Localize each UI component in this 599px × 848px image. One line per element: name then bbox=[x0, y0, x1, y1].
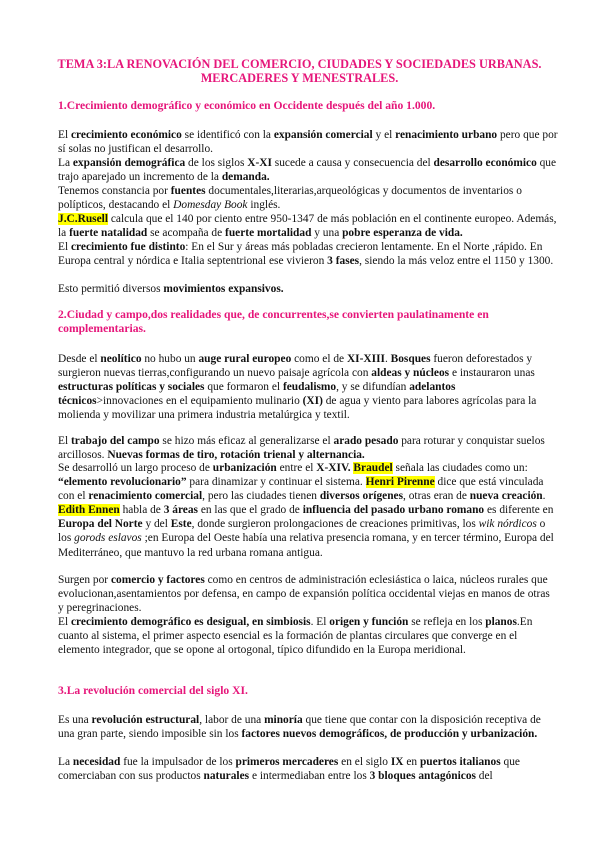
highlight-author-rusell: J.C.Rusell bbox=[58, 213, 108, 225]
text-fragment: Desde el bbox=[58, 353, 101, 365]
section-3-paragraph-2 bbox=[58, 755, 558, 783]
bold-text: Nuevas formas de tiro, rotación trienal y alternancia. bbox=[107, 449, 365, 462]
text-fragment: El bbox=[58, 435, 71, 447]
bold-text: diversos orígenes bbox=[319, 490, 404, 503]
text-fragment: Esto permitió diversos bbox=[58, 283, 164, 295]
text-fragment: ;en Europa del Oeste había una relativa presencia romana, y en tercer término, Europa del Mediterráneo, que mantuvo la red urbana romana antigua. bbox=[58, 532, 554, 559]
bold-text: factores nuevos demográficos, de producción y urbanización. bbox=[241, 728, 538, 741]
bold-text: estructuras políticas y sociales bbox=[58, 381, 205, 394]
section-2-paragraph-4 bbox=[58, 573, 558, 615]
bold-text: adelantos técnicos bbox=[58, 381, 456, 408]
bold-text: aldeas y núcleos bbox=[371, 367, 450, 380]
bold-text: crecimiento fue distinto bbox=[70, 241, 186, 253]
section-1-paragraph-3 bbox=[58, 184, 558, 212]
text-fragment: que trajo aparejado un incremento de la bbox=[58, 157, 557, 184]
bold-text: minoría bbox=[264, 714, 303, 726]
bold-text: comercio y factores bbox=[110, 574, 205, 586]
text-fragment: >innovaciones en el equipamiento mulinario bbox=[96, 395, 303, 408]
document-title bbox=[40, 57, 559, 85]
text-fragment: habla de bbox=[119, 504, 164, 517]
text-fragment: señala las ciudades como un: bbox=[392, 462, 528, 474]
section-2-paragraph-3 bbox=[58, 461, 558, 560]
title-line-1: TEMA 3:LA RENOVACIÓN DEL COMERCIO, CIUDADES Y SOCIEDADES URBANAS. bbox=[57, 57, 542, 71]
bold-text: influencia del pasado urbano romano bbox=[302, 504, 485, 517]
text-fragment: Surgen por bbox=[58, 574, 111, 586]
bold-text: pobre esperanza de vida. bbox=[342, 227, 463, 240]
text-fragment: inglés. bbox=[247, 199, 281, 212]
text-fragment: , donde surgieron prolongaciones de creaciones primitivas, los bbox=[191, 518, 479, 531]
text-fragment: El bbox=[58, 241, 71, 253]
text-fragment: entre el bbox=[276, 462, 317, 474]
bold-text: crecimiento económico bbox=[70, 129, 182, 141]
bold-text: planos bbox=[485, 616, 517, 628]
text-fragment: , y se difundían bbox=[336, 381, 410, 394]
section-2-paragraph-1 bbox=[58, 352, 558, 422]
section-3-heading: 3.La revolución comercial del siglo XI. bbox=[58, 684, 248, 697]
text-fragment: no hubo un bbox=[141, 353, 199, 365]
section-1-paragraph-4 bbox=[58, 212, 558, 240]
bold-text: “elemento revolucionario” bbox=[58, 476, 187, 489]
italic-text: Domesday Book bbox=[173, 199, 248, 212]
bold-text: neolítico bbox=[100, 353, 142, 365]
bold-text: nueva creación bbox=[469, 490, 543, 503]
section-1-paragraph-2 bbox=[58, 156, 558, 184]
text-fragment: se identificó con la bbox=[181, 129, 274, 141]
text-fragment: : En el Sur y áreas más pobladas crecieron lentamente. En el Norte ,rápido. En Europa central y nórdica e Italia septentrional ese vivieron bbox=[58, 241, 543, 268]
text-fragment: y del bbox=[142, 518, 171, 531]
text-fragment: , otras eran de bbox=[403, 490, 470, 503]
text-fragment: o los bbox=[58, 518, 546, 545]
text-fragment: Se desarrolló un largo proceso de bbox=[58, 462, 213, 474]
bold-text: primeros mercaderes bbox=[235, 756, 339, 768]
text-fragment: e instauraron unas bbox=[449, 367, 535, 380]
section-1-heading: 1.Crecimiento demográfico y económico en Occidente después del año 1.000. bbox=[58, 99, 436, 112]
text-fragment: que formaron el bbox=[204, 381, 283, 394]
highlight-author-braudel: Braudel bbox=[353, 462, 393, 474]
section-3-paragraph-1 bbox=[58, 713, 558, 741]
text-fragment: de los siglos bbox=[185, 157, 248, 169]
text-fragment: . bbox=[384, 353, 391, 365]
text-fragment: del bbox=[475, 770, 493, 783]
text-fragment: La bbox=[58, 756, 73, 768]
section-1-paragraph-5 bbox=[58, 240, 558, 268]
bold-text: fuerte mortalidad bbox=[225, 227, 312, 240]
bold-text: naturales bbox=[203, 770, 250, 783]
text-fragment: en las que el grado de bbox=[197, 504, 303, 517]
bold-text: X-XIV. bbox=[316, 462, 351, 474]
text-fragment: fue la impulsador de los bbox=[120, 756, 236, 768]
bold-text: revolución estructural bbox=[91, 714, 200, 726]
text-fragment: Es una bbox=[58, 714, 92, 726]
bold-text: necesidad bbox=[72, 756, 121, 768]
highlight-author-pirenne: Henri Pirenne bbox=[365, 476, 435, 489]
bold-text: XI-XIII bbox=[346, 353, 385, 365]
text-fragment: y una bbox=[311, 227, 343, 240]
text-fragment: sucede a causa y consecuencia del bbox=[271, 157, 434, 169]
bold-text: arado pesado bbox=[333, 435, 399, 447]
text-fragment: de agua y viento para labores agrícolas para la molienda y movilizar una primera industria metalúrgica y textil. bbox=[58, 395, 537, 422]
bold-text: demanda. bbox=[221, 171, 270, 184]
section-1-paragraph-1 bbox=[58, 128, 558, 156]
text-fragment: El bbox=[58, 129, 71, 141]
bold-text: Bosques bbox=[390, 353, 431, 365]
section-2-heading: 2.Ciudad y campo,dos realidades que, de concurrentes,se convierten paulatinamente en complementarias. bbox=[58, 308, 489, 335]
section-2-paragraph-2 bbox=[58, 434, 558, 462]
text-fragment: pero que por sí solas no justifican el desarrollo. bbox=[58, 129, 558, 156]
italic-text: wik nórdicos bbox=[478, 518, 537, 531]
text-fragment: . El bbox=[310, 616, 330, 628]
text-fragment: se acompaña de bbox=[147, 227, 226, 240]
text-fragment: se refleja en los bbox=[408, 616, 486, 628]
bold-text: renacimiento comercial bbox=[88, 490, 203, 503]
text-fragment: . bbox=[542, 490, 546, 503]
text-fragment: calcula que el 140 por ciento entre 950-1347 de más población en el continente europeo. Además, la bbox=[58, 213, 557, 240]
bold-text: feudalismo bbox=[282, 381, 337, 394]
bold-text: fuerte natalidad bbox=[69, 227, 148, 240]
text-fragment: para dinamizar y continuar el sistema. bbox=[186, 476, 366, 489]
text-fragment: como el de bbox=[291, 353, 347, 365]
text-fragment: El bbox=[58, 616, 71, 628]
bold-text: expansión comercial bbox=[273, 129, 373, 141]
text-fragment: se hizo más eficaz al generalizarse el bbox=[159, 435, 334, 447]
text-fragment: Tenemos constancia por bbox=[58, 185, 171, 197]
italic-text: gorods eslavos bbox=[74, 532, 142, 545]
bold-text: urbanización bbox=[212, 462, 277, 474]
text-fragment: La bbox=[58, 157, 73, 169]
bold-text: expansión demográfica bbox=[72, 157, 186, 169]
text-fragment: e intermediaban entre los bbox=[249, 770, 370, 783]
bold-text: origen y función bbox=[329, 616, 409, 628]
bold-text: renacimiento urbano bbox=[395, 129, 498, 141]
text-fragment: para roturar y conquistar suelos arcillosos. bbox=[58, 435, 545, 462]
text-fragment: como en centros de administración eclesiástica o laica, núcleos rurales que evolucionan,asentamientos por defensa, en campo de expansión política occidental viejas en manos de otras y peregrinaciones. bbox=[58, 574, 550, 615]
text-fragment: fueron deforestados y surgieron nuevas tierras,configurando un nuevo paisaje agrícola con bbox=[58, 353, 533, 380]
bold-text: trabajo del campo bbox=[70, 435, 160, 447]
text-fragment: dice que está vinculada con el bbox=[58, 476, 544, 503]
bold-text: Europa del Norte bbox=[58, 518, 143, 531]
section-2-paragraph-5 bbox=[58, 615, 558, 657]
text-fragment: en bbox=[403, 756, 420, 768]
bold-text: movimientos expansivos. bbox=[163, 283, 284, 295]
bold-text: 3 fases bbox=[327, 255, 360, 268]
text-fragment: que comerciaban con sus productos bbox=[58, 756, 520, 783]
bold-text: (XI) bbox=[302, 395, 323, 408]
text-fragment: en el siglo bbox=[338, 756, 391, 768]
text-fragment: y el bbox=[372, 129, 396, 141]
text-fragment: que tiene que contar con la disposición receptiva de una gran parte, siendo imposible sin los bbox=[58, 714, 541, 741]
text-fragment: , pero las ciudades tienen bbox=[202, 490, 320, 503]
bold-text: puertos italianos bbox=[419, 756, 501, 768]
bold-text: 3 bloques antagónicos bbox=[369, 770, 476, 783]
bold-text: X-XI bbox=[247, 157, 272, 169]
bold-text: 3 áreas bbox=[163, 504, 198, 517]
text-fragment: es diferente en bbox=[484, 504, 554, 517]
section-1-paragraph-6 bbox=[58, 282, 558, 296]
bold-text: desarrollo económico bbox=[433, 157, 537, 169]
bold-text: fuentes bbox=[170, 185, 206, 197]
highlight-author-ennen: Edith Ennen bbox=[58, 504, 120, 517]
text-fragment: .En cuanto al sistema, el primer aspecto esencial es la formación de plantas circulares que converge en el elemento integrador, que se opone al ortogonal, típico difundido en la Europa meridional. bbox=[58, 616, 533, 657]
bold-text: crecimiento demográfico es desigual, en simbiosis bbox=[70, 616, 311, 628]
text-fragment: , labor de una bbox=[199, 714, 265, 726]
text-fragment: documentales,literarias,arqueológicas y documentos de inventarios o polípticos, destacando el bbox=[58, 185, 522, 212]
bold-text: Este bbox=[170, 518, 192, 531]
text-fragment: , siendo la más veloz entre el 1150 y 1300. bbox=[359, 255, 554, 268]
bold-text: auge rural europeo bbox=[198, 353, 292, 365]
bold-text: IX bbox=[390, 756, 404, 768]
title-line-2: MERCADERES Y MENESTRALES. bbox=[200, 71, 399, 85]
